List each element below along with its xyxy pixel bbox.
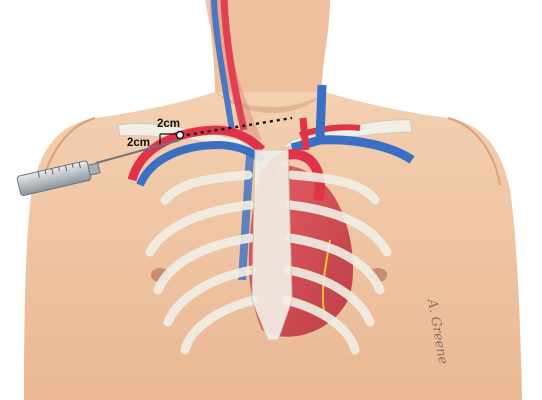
landmark-point-icon [177,132,184,139]
sternum [252,150,292,340]
horizontal-offset-label: 2cm [157,118,181,130]
vertical-offset-label: 2cm [127,137,151,149]
right-jugular-vein [320,85,322,140]
right-carotid [303,118,306,150]
syringe-hub [88,163,100,175]
artist-signature: A. Greene [424,298,451,366]
